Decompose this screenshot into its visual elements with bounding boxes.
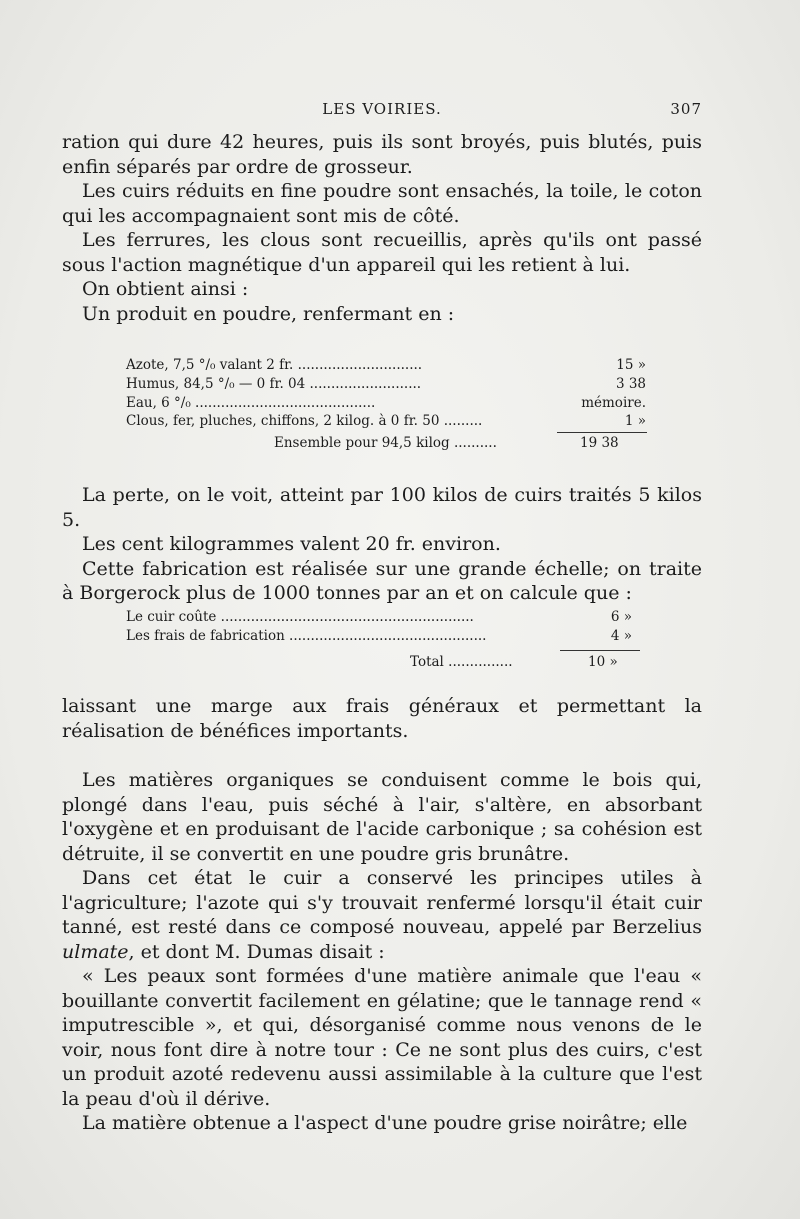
intro-text bbox=[62, 130, 702, 326]
paragraph: ration qui dure 42 heures, puis ils sont broyés, puis blutés, puis enfin séparés par ordre de grosseur. bbox=[62, 131, 702, 178]
row-value: 6 » bbox=[610, 609, 632, 625]
paragraph: La matière obtenue a l'aspect d'une poudre grise noirâtre; elle bbox=[82, 1112, 688, 1134]
text-run: , et dont M. Dumas disait : bbox=[128, 940, 385, 963]
row-value: 1 » bbox=[624, 413, 646, 430]
row-label: Les frais de fabrication .............................................. bbox=[126, 627, 487, 644]
row-value: mémoire. bbox=[581, 394, 646, 411]
table-row bbox=[126, 627, 632, 646]
running-header bbox=[62, 100, 702, 124]
paragraph bbox=[62, 866, 702, 964]
paragraph: On obtient ainsi : bbox=[82, 278, 249, 300]
paragraph: Les matières organiques se conduisent comme le bois qui, plongé dans l'eau, puis séché à l'air, s'altère, en absorbant l'oxygène et en produisant de l'acide carbonique ; sa cohésion est détruite, il se convertit en une poudre gris brunâtre. bbox=[62, 769, 702, 865]
paragraph: Les cuirs réduits en fine poudre sont ensachés, la toile, le coton qui les accompagnaient sont mis de côté. bbox=[62, 180, 702, 227]
chapter-title: LES VOIRIES. bbox=[322, 100, 442, 118]
composition-table bbox=[126, 356, 646, 431]
row-value: 15 » bbox=[616, 357, 646, 373]
text-run: Dans cet état le cuir a conservé les principes utiles à l'agriculture; l'azote qui s'y trouvait renfermé lorsqu'il était cuir tanné, est resté dans ce composé nouveau, appelé par Berzelius bbox=[62, 867, 702, 938]
paragraph: Les ferrures, les clous sont recueillis, après qu'ils ont passé sous l'action magnétique d'un appareil qui les retient à lui. bbox=[62, 229, 702, 276]
body-text bbox=[62, 768, 702, 1136]
paragraph: La perte, on le voit, atteint par 100 kilos de cuirs traités 5 kilos 5. bbox=[62, 484, 702, 531]
paragraph: laissant une marge aux frais généraux et permettant la réalisation de bénéfices importants. bbox=[62, 695, 702, 742]
page-number: 307 bbox=[670, 100, 702, 118]
row-label: Azote, 7,5 °/₀ valant 2 fr. ............................. bbox=[126, 357, 423, 373]
paragraph: Les cent kilogrammes valent 20 fr. environ. bbox=[82, 533, 501, 555]
cost-table bbox=[126, 608, 632, 646]
table-total-value: 19 38 bbox=[580, 435, 619, 451]
table-row bbox=[126, 356, 646, 375]
row-value: 4 » bbox=[610, 627, 632, 644]
row-label: Le cuir coûte ........................................................... bbox=[126, 609, 474, 625]
sum-rule bbox=[560, 650, 640, 651]
table-total-label: Total ............... bbox=[410, 654, 513, 670]
row-value: 3 38 bbox=[615, 375, 646, 392]
table-row bbox=[126, 608, 632, 627]
sum-rule bbox=[557, 432, 647, 433]
table-row bbox=[126, 375, 646, 394]
table-row bbox=[126, 394, 646, 413]
italic-term: ulmate bbox=[62, 940, 129, 963]
table-total-value: 10 » bbox=[588, 654, 618, 670]
paragraph: Cette fabrication est réalisée sur une grande échelle; on traite à Borgerock plus de 1000 tonnes par an et on calcule que : bbox=[62, 557, 702, 604]
row-label: Eau, 6 °/₀ .......................................... bbox=[126, 394, 376, 411]
after-table-text bbox=[62, 694, 702, 743]
table-row bbox=[126, 412, 646, 431]
row-label: Clous, fer, pluches, chiffons, 2 kilog. à 0 fr. 50 ......... bbox=[126, 413, 483, 430]
row-label: Humus, 84,5 °/₀ — 0 fr. 04 .......................... bbox=[126, 375, 422, 392]
paragraph: Un produit en poudre, renfermant en : bbox=[82, 302, 455, 325]
middle-text bbox=[62, 483, 702, 606]
table-total-label: Ensemble pour 94,5 kilog .......... bbox=[274, 435, 497, 451]
quotation: « Les peaux sont formées d'une matière animale que l'eau « bouillante convertit facilement en gélatine; que le tannage rend « imputrescible », et qui, désorganisé comme nous venons de le voir, nous font dire à notre tour : Ce ne sont plus des cuirs, c'est un produit azoté redevenu aussi assimilable à la culture que l'est la peau d'où il dérive. bbox=[62, 965, 702, 1110]
